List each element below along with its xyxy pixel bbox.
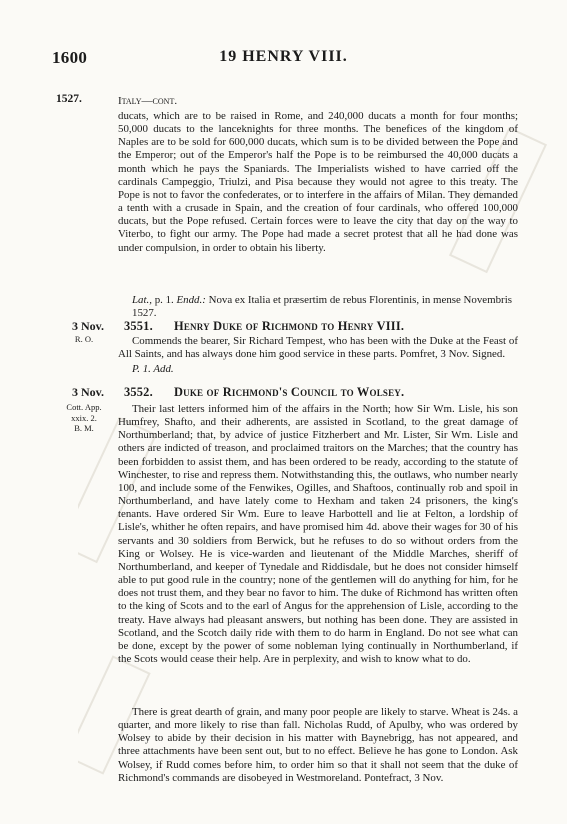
entry-3551-body: Commends the bearer, Sir Richard Tempest, who has been with the Duke at the Feast of All Saints, and has always done him good service in these parts. Pomfret, 3 Nov. Signed. — [118, 335, 518, 361]
entry-3551-date: 3 Nov. — [72, 319, 105, 333]
entry-3552-paragraph-2: There is great dearth of grain, and many poor people are likely to starve. Wheat is 24s. a quarter, and more likely to rise than fall. Nicholas Rudd, of Apulby, who was ordered by Wolsey to abide by their decision in his matter with Baynebrigg, has not appeared, and three attachments have been sent out, but to no effect. Believe he has gone to London. Ask Wolsey, if Rudd comes before him, to order him so that it shall not seem that the duke of Richmond's commands are disobeyed in Westmoreland. Pontefract, 3 Nov. — [118, 706, 518, 784]
entry-3551-note: P. 1. Add. — [132, 363, 174, 375]
margin-year: 1527. — [56, 93, 82, 105]
entry-3551-source: R. O. — [74, 334, 94, 344]
running-head: 19 HENRY VIII. — [219, 48, 348, 65]
continuation-note: Lat., p. 1. Endd.: Nova ex Italia et præsertim de rebus Florentinis, in mense Novembris 1527. — [132, 294, 512, 320]
continuation-paragraph: ducats, which are to be raised in Rome, and 240,000 ducats a month for four months; 50,000 ducats to the lanceknights for three months. The benefices of the kingdom of Naples are to be sold for 600,000 ducats, which sum is to be divided between the Pope and the Emperor; out of the Emperor's half the Pope is to be reimbursed the 40,000 ducats a month which he pays the Spaniards. The Imperialists wished to have carried off the cardinals Campeggio, Triulzi, and Pisa because they would not agree to this treaty. The Pope is not to favor the confederates, or to interfere in the affairs of Milan. They demanded a tenth with a crusade in Spain, and the creation of four cardinals, who offered 100,000 ducats, but the Pope refused. Certain forces were to leave the city that day on the way to Viterbo, to fight our army. The Pope had made a secret protest that all he had done was under compulsion, in order to obtain his liberty. — [118, 110, 518, 254]
entry-3552-paragraph-1: Their last letters informed him of the affairs in the North; how Sir Wm. Lisle, his son Humfrey, Shafto, and their adherents, are assisted in Scotland, to the great damage of Northumberland; that, by advice of justice Fitzherbert and Mr. Lister, Sir Wm. Lisle and others are indicted of treason, and proclaimed traitors on the Marches; that the country has been forbidden to assist them, and has been ordered to be ready, according to the statute of Winchester, to rise and repress them. Notwithstanding this, the outlaws, who number nearly 100, and include some of the Fenwikes, Ogilles, and Shaftoos, continually rob and spoil in Northumberland, and have lately come to Hexham and taken 24 prisoners, the king's tenants. Have ordered Sir Wm. Eure to leave Harbottell and lie at Felton, a lordship of Lisle's, whither he often repairs, and have promised him 4d. above their wages for 30 of his servants and 30 soldiers from Berwick, but he refuses to do so without orders from the King or Wolsey. He is vice-warden and lieutenant of the Middle Marches, sheriff of Northumberland, and keeper of Tynedale and Riddisdale, but he does not consider himself able to put good rule in the country; none of the gentlemen will do anything for him, for he does not trust them, and they bear no favor to him. The duke of Richmond has written often to the king of Scots and to the earl of Angus for the apprehension of Lisle, according to the treaty. Have always had pleasant answers, but nothing has been done. They are assisted in Scotland, and the Scotch daily ride with them to do harm in England. Do not see what can be done, except by the power of some nobleman lying continually in Northumberland, if the Scots would cease their help. Are in perplexity, and wish to know what to do. — [118, 403, 518, 665]
entry-3552-source: Cott. App. xxix. 2. B. M. — [66, 402, 102, 433]
page-number: 1600 — [52, 48, 88, 67]
entry-3552-date: 3 Nov. — [72, 385, 105, 399]
entry-3552-heading: 3552. Duke of Richmond's Council to Wolsey. — [124, 385, 405, 399]
section-heading: Italy—cont. — [118, 95, 178, 107]
entry-3551-heading: 3551. Henry Duke of Richmond to Henry VIII. — [124, 319, 405, 333]
